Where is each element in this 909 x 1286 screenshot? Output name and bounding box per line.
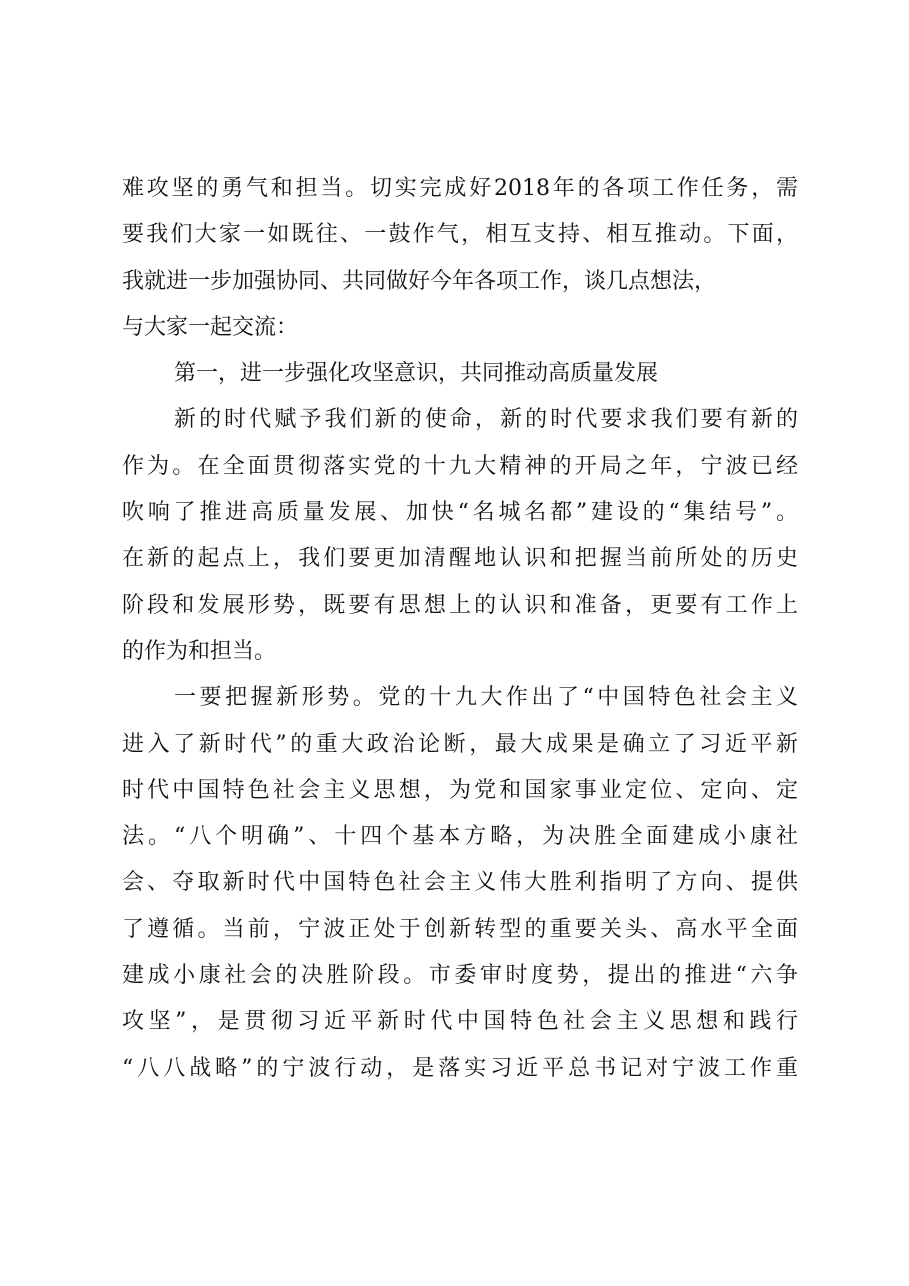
text-line: 会、夺取新时代中国特色社会主义伟大胜利指明了方向、提供 bbox=[122, 870, 798, 896]
text-line: 建成小康社会的决胜阶段。市委审时度势，提出的推进“六争 bbox=[122, 963, 798, 989]
text-line: 第一，进一步强化攻坚意识，共同推动高质量发展 bbox=[174, 361, 659, 387]
text-line: “八八战略”的宁波行动，是落实习近平总书记对宁波工作重 bbox=[122, 1055, 798, 1081]
text-line: 新的时代赋予我们新的使命，新的时代要求我们要有新的 bbox=[174, 407, 798, 433]
text-line: 了遵循。当前，宁波正处于创新转型的重要关头、高水平全面 bbox=[122, 916, 798, 942]
text-line: 要我们大家一如既往、一鼓作气，相互支持、相互推动。下面， bbox=[122, 222, 798, 248]
document-body bbox=[122, 166, 798, 1092]
text-line: 与大家一起交流： bbox=[122, 314, 299, 340]
text-line: 法。“八个明确”、十四个基本方略，为决胜全面建成小康社 bbox=[122, 824, 798, 850]
text-line: 攻坚”，是贯彻习近平新时代中国特色社会主义思想和践行 bbox=[122, 1009, 798, 1035]
text-line: 难攻坚的勇气和担当。切实完成好2018年的各项工作任务，需 bbox=[122, 176, 798, 201]
text-line: 吹响了推进高质量发展、加快“名城名都”建设的“集结号”。 bbox=[122, 500, 798, 526]
text-line: 在新的起点上，我们要更加清醒地认识和把握当前所处的历史 bbox=[122, 546, 798, 572]
text-line: 一要把握新形势。党的十九大作出了“中国特色社会主义 bbox=[174, 685, 798, 711]
text-line: 进入了新时代”的重大政治论断，最大成果是确立了习近平新 bbox=[122, 731, 798, 757]
text-line: 我就进一步加强协同、共同做好今年各项工作，谈几点想法， bbox=[122, 268, 717, 294]
text-line: 作为。在全面贯彻落实党的十九大精神的开局之年，宁波已经 bbox=[122, 453, 798, 479]
text-line: 阶段和发展形势，既要有思想上的认识和准备，更要有工作上 bbox=[122, 592, 798, 618]
text-line: 时代中国特色社会主义思想，为党和国家事业定位、定向、定 bbox=[122, 777, 798, 803]
text-line: 的作为和担当。 bbox=[122, 638, 277, 664]
